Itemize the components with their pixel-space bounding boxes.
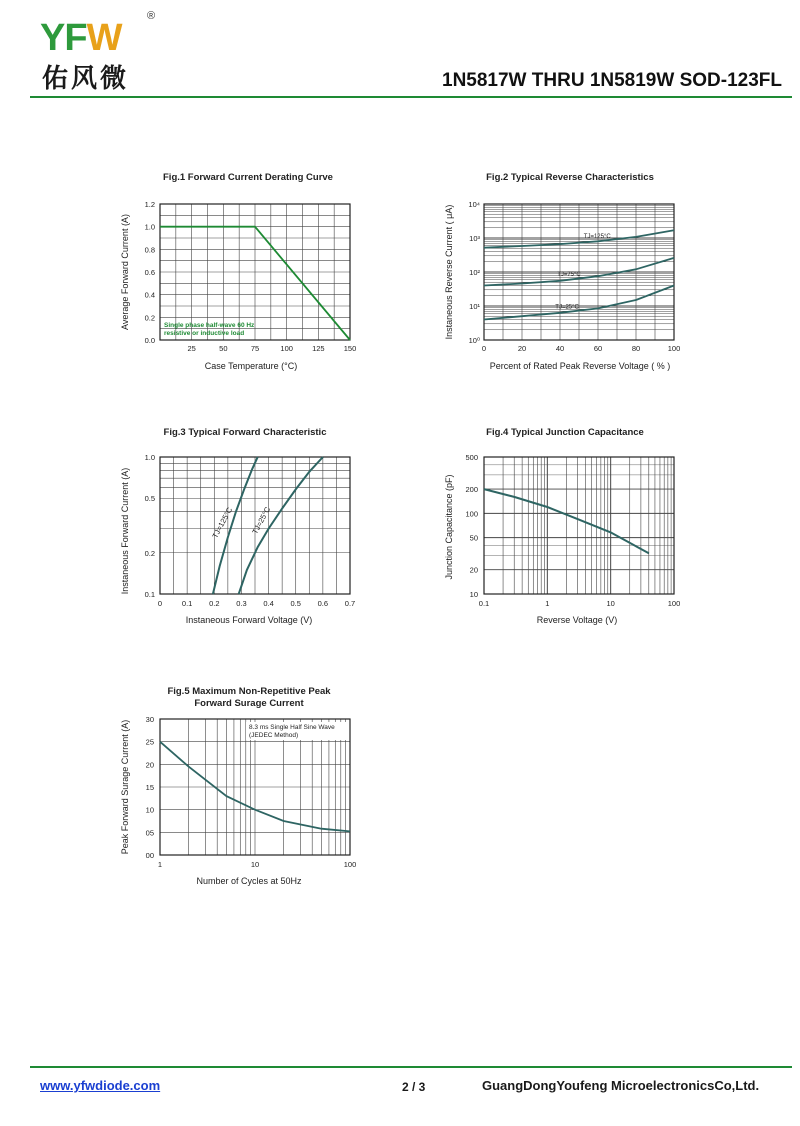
y-axis-label: Peak Forward Surage Current (A) [120,719,130,855]
chart-title: Fig.1 Forward Current Derating Curve [163,172,333,183]
y-tick-label: 1.2 [144,200,155,209]
y-tick-label: 10³ [469,234,480,243]
y-tick-label: 1.0 [144,453,155,462]
y-axis-label: Instaneous Forward Current (A) [120,467,130,595]
page-number: 2 / 3 [402,1080,426,1094]
x-tick-label: 0 [157,599,163,608]
x-tick-label: 1 [545,599,550,608]
y-tick-label: 0.6 [144,268,155,277]
y-tick-label: 200 [465,485,478,495]
y-tick-label: 20 [469,565,478,575]
y-tick-label: 10² [469,268,480,277]
x-tick-label: 100 [667,344,681,353]
chart-title: Fig.4 Typical Junction Capacitance [486,427,644,438]
x-tick-label: 75 [250,344,260,353]
x-tick-label: 10 [250,860,260,869]
x-tick-label: 100 [280,344,293,353]
x-axis-label: Instaneous Forward Voltage (V) [185,615,313,625]
y-tick-label: 0.0 [144,336,155,345]
x-axis-label: Reverse Voltage (V) [536,615,618,625]
website-link[interactable]: www.yfwdiode.com [40,1078,161,1093]
registered-mark: ® [147,10,156,22]
y-tick-label: 10¹ [469,302,480,311]
y-tick-label: 0.1 [144,590,155,599]
y-tick-label: 1.0 [144,222,155,232]
x-axis-label: Number of Cycles at 50Hz [196,876,302,886]
x-axis-label: Case Temperature (°C) [204,361,298,371]
y-tick-label: 10⁴ [468,200,480,209]
series-line [239,457,323,594]
y-tick-label: 10 [145,805,154,815]
annotation: (JEDEC Method) [249,732,299,739]
series-label: TJ=125°C [210,505,235,540]
x-tick-label: 100 [667,599,681,608]
y-tick-label: 100 [465,509,478,519]
y-axis-label: Junction Capacitance (pF) [444,474,454,580]
y-tick-label: 00 [145,851,154,860]
y-tick-label: 0.8 [144,245,155,255]
x-tick-label: 0.1 [181,599,193,608]
y-tick-label: 15 [145,783,154,792]
series-label: TJ=75°C [557,271,581,278]
y-tick-label: 10 [469,590,478,599]
y-tick-label: 20 [145,760,154,770]
x-tick-label: 0.4 [263,599,274,608]
y-tick-label: 500 [465,453,478,462]
x-tick-label: 0.1 [478,599,490,608]
x-tick-label: 150 [343,344,357,353]
annotation: resistive or inductive load [164,330,245,337]
x-tick-label: 25 [187,344,196,353]
x-tick-label: 0.6 [317,599,329,608]
y-axis-label: Instaneous Reverse Current ( μA) [444,204,454,340]
x-tick-label: 10 [606,599,615,608]
chart-title: Fig.2 Typical Reverse Characteristics [486,172,654,183]
series-label: TJ=25°C [250,505,273,536]
company-name: GuangDongYoufeng MicroelectronicsCo,Ltd. [482,1078,760,1093]
document-title: 1N5817W THRU 1N5819W SOD-123FL [442,70,782,91]
x-tick-label: 0.2 [209,599,220,608]
y-tick-label: 30 [145,715,154,724]
logo-letter-w: W [86,17,122,59]
y-tick-label: 05 [145,828,154,838]
x-tick-label: 0.3 [236,599,247,608]
chart-title: Fig.5 Maximum Non-Repetitive Peak [167,686,331,697]
x-tick-label: 20 [517,344,527,353]
y-tick-label: 0.5 [144,494,155,504]
series-label: TJ=25°C [555,304,579,311]
x-tick-label: 40 [555,344,565,353]
y-tick-label: 0.2 [144,548,155,558]
x-axis-label: Percent of Rated Peak Reverse Voltage ( % ) [489,361,671,371]
y-tick-label: 25 [145,737,154,747]
logo-chinese-name: 佑风微 [42,64,130,94]
y-tick-label: 0.2 [144,313,155,323]
x-tick-label: 60 [593,344,603,353]
series-label: TJ=125°C [583,233,611,240]
x-tick-label: 0.5 [290,599,301,608]
footer-divider [30,1066,792,1068]
x-tick-label: 100 [343,860,357,869]
annotation: Single phase half-wave 60 Hz [164,322,255,329]
x-tick-label: 1 [157,860,163,869]
x-tick-label: 80 [631,344,641,353]
x-tick-label: 50 [219,344,228,353]
y-tick-label: 0.4 [144,290,155,300]
plot-frame [484,457,674,594]
y-axis-label: Average Forward Current (A) [120,214,130,330]
logo-letters-yf: YF [40,17,87,59]
chart-subtitle: Forward Surage Current [194,698,304,709]
y-tick-label: 50 [469,533,478,543]
x-tick-label: 0.7 [344,599,356,608]
annotation: 8.3 ms Single Half Sine Wave [249,724,335,731]
y-tick-label: 10⁰ [468,336,480,345]
x-tick-label: 125 [312,344,325,353]
chart-title: Fig.3 Typical Forward Characteristic [163,427,327,438]
x-tick-label: 0 [481,344,487,353]
